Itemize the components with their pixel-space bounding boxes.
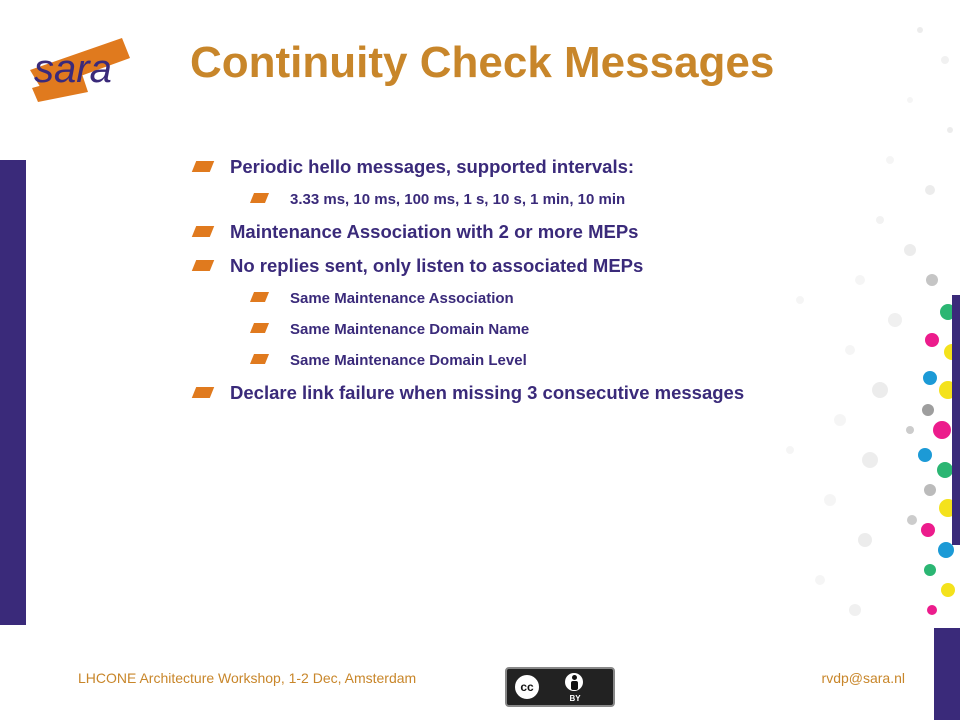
sub-bullet-text: Same Maintenance Domain Level — [290, 352, 527, 369]
bullet-text: Declare link failure when missing 3 consecutive messages — [230, 382, 745, 403]
by-label: BY — [569, 694, 581, 703]
sara-logo — [22, 30, 142, 105]
bullet-marker-icon — [250, 354, 269, 364]
left-accent-bar — [0, 160, 26, 625]
bullet-item — [190, 150, 910, 184]
creative-commons-badge[interactable] — [505, 667, 615, 707]
bullet-marker-icon — [250, 193, 269, 203]
bullet-marker-icon — [192, 161, 214, 172]
sub-bullet-item — [190, 283, 910, 314]
bullet-text: Maintenance Association with 2 or more MEPs — [230, 221, 639, 242]
sub-bullet-text: 3.33 ms, 10 ms, 100 ms, 1 s, 10 s, 1 min, 10 min — [290, 191, 626, 208]
cc-icon: cc — [513, 673, 541, 701]
footer-event: LHCONE Architecture Workshop, 1-2 Dec, Amsterdam — [78, 670, 417, 686]
sub-bullet-item — [190, 345, 910, 376]
bullet-text: Periodic hello messages, supported intervals: — [230, 156, 635, 177]
bullet-text: No replies sent, only listen to associated MEPs — [230, 255, 644, 276]
sub-bullet-item — [190, 314, 910, 345]
attribution-person-icon — [563, 671, 585, 693]
bullet-item — [190, 215, 910, 249]
right-accent-bar-top — [952, 295, 960, 545]
bullet-marker-icon — [192, 260, 214, 271]
svg-text:sara: sara — [34, 47, 112, 91]
bullet-list — [190, 150, 910, 410]
footer-email[interactable]: rvdp@sara.nl — [821, 670, 905, 686]
bullet-marker-icon — [192, 387, 214, 398]
bullet-item — [190, 376, 910, 410]
sub-bullet-text: Same Maintenance Domain Name — [290, 321, 530, 338]
bullet-marker-icon — [250, 292, 269, 302]
bullet-marker-icon — [250, 323, 269, 333]
sub-bullet-item — [190, 184, 910, 215]
bullet-item — [190, 249, 910, 283]
sub-bullet-text: Same Maintenance Association — [290, 290, 514, 307]
slide-title: Continuity Check Messages — [190, 38, 775, 87]
right-accent-bar-bottom — [934, 628, 960, 720]
bullet-marker-icon — [192, 226, 214, 237]
